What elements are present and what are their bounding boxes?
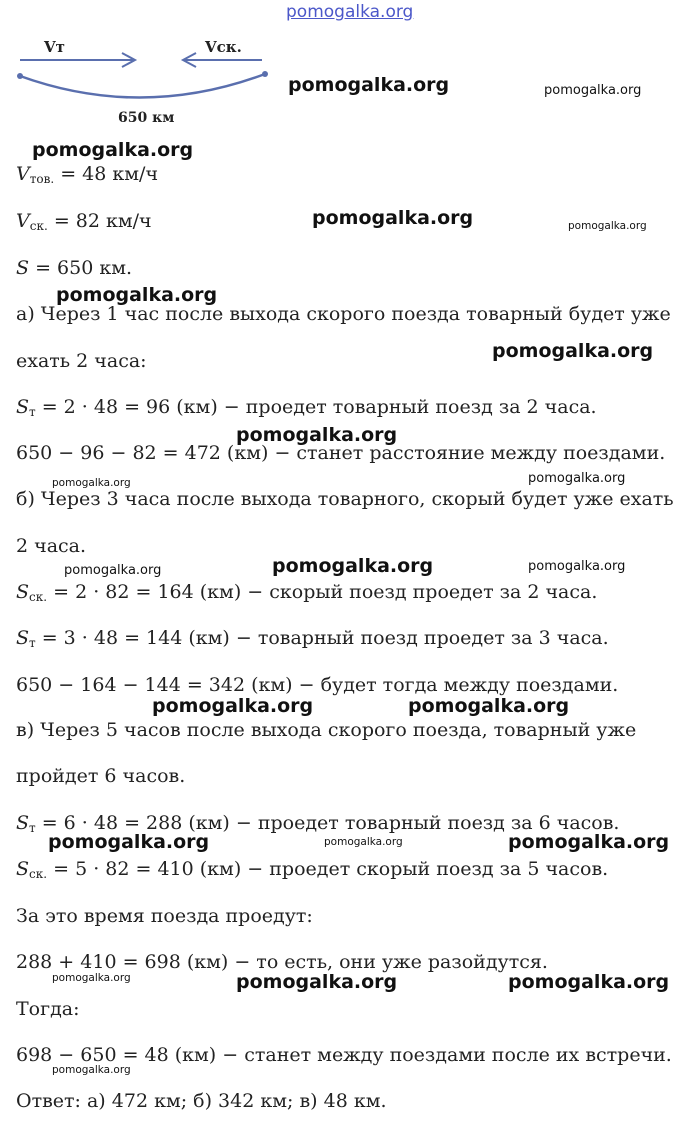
part-c-text-1: в) Через 5 часов после выхода скорого поезда, товарный уже — [16, 719, 637, 741]
track-end-dot — [262, 71, 268, 77]
part-c-text-3: За это время поезда проедут: — [16, 905, 313, 927]
part-b-text-2: 2 часа. — [16, 535, 87, 557]
part-a-formula-1: $S_т = 2 \cdot 48 = 96$ (км) − проедет товарный поезд за 2 часа. — [16, 396, 597, 419]
watermark: pomogalka.org — [152, 695, 314, 717]
watermark: pomogalka.org — [528, 471, 626, 486]
part-a-text-2: ехать 2 часа: — [16, 350, 147, 372]
watermark: pomogalka.org — [52, 477, 131, 489]
track-arc — [20, 74, 265, 98]
part-c-formula-2: $S_{ск.} = 5 \cdot 82 = 410$ (км) − проедет скорый поезд за 5 часов. — [16, 858, 609, 881]
watermark: pomogalka.org — [528, 559, 626, 574]
watermark: pomogalka.org — [508, 971, 670, 993]
watermark: pomogalka.org — [288, 74, 450, 96]
watermark: pomogalka.org — [272, 555, 434, 577]
watermark: pomogalka.org — [508, 831, 670, 853]
watermark: pomogalka.org — [312, 207, 474, 229]
part-b-formula-2: $S_т = 3 \cdot 48 = 144$ (км) − товарный поезд проедет за 3 часа. — [16, 627, 609, 650]
watermark: pomogalka.org — [568, 220, 647, 232]
part-b-text-1: б) Через 3 часа после выхода товарного, скорый будет уже ехать — [16, 488, 674, 510]
answer-line: Ответ: а) 472 км; б) 342 км; в) 48 км. — [16, 1090, 387, 1112]
part-c-text-2: пройдет 6 часов. — [16, 765, 186, 787]
part-b-formula-3: 650 − 164 − 144 = 342 (км) − будет тогда между поездами. — [16, 674, 619, 696]
watermark: pomogalka.org — [544, 83, 642, 98]
part-c-formula-4: 698 − 650 = 48 (км) − станет между поездами после их встречи. — [16, 1044, 672, 1066]
watermark: pomogalka.org — [48, 831, 210, 853]
watermark: pomogalka.org — [492, 340, 654, 362]
freight-speed-label: Vт — [44, 38, 65, 56]
part-a-text-1: а) Через 1 час после выхода скорого поезда товарный будет уже — [16, 303, 671, 325]
watermark: pomogalka.org — [52, 972, 131, 984]
watermark: pomogalka.org — [236, 971, 398, 993]
express-speed-label: Vск. — [205, 38, 242, 56]
given-freight-speed: $V_{тов.} = 48$ км/ч — [16, 163, 159, 186]
trains-diagram — [0, 20, 300, 130]
part-b-formula-1: $S_{ск.} = 2 \cdot 82 = 164$ (км) − скорый поезд проедет за 2 часа. — [16, 581, 598, 604]
distance-label: 650 км — [118, 110, 175, 126]
part-c-formula-3: 288 + 410 = 698 (км) − то есть, они уже разойдутся. — [16, 951, 548, 973]
track-start-dot — [17, 73, 23, 79]
part-c-formula-1: $S_т = 6 \cdot 48 = 288$ (км) − проедет товарный поезд за 6 часов. — [16, 812, 620, 835]
watermark: pomogalka.org — [52, 1064, 131, 1076]
part-c-text-4: Тогда: — [16, 998, 80, 1020]
given-distance: S = 650 км. — [16, 257, 133, 279]
watermark: pomogalka.org — [56, 284, 218, 306]
watermark: pomogalka.org — [324, 836, 403, 848]
given-express-speed: $V_{ск.} = 82$ км/ч — [16, 210, 152, 233]
right-arrow — [20, 53, 135, 67]
watermark: pomogalka.org — [32, 139, 194, 161]
watermark: pomogalka.org — [408, 695, 570, 717]
part-a-formula-2: 650 − 96 − 82 = 472 (км) − станет расстояние между поездами. — [16, 442, 666, 464]
watermark: pomogalka.org — [236, 424, 398, 446]
watermark-top-link[interactable]: pomogalka.org — [286, 2, 414, 22]
watermark: pomogalka.org — [64, 563, 162, 578]
